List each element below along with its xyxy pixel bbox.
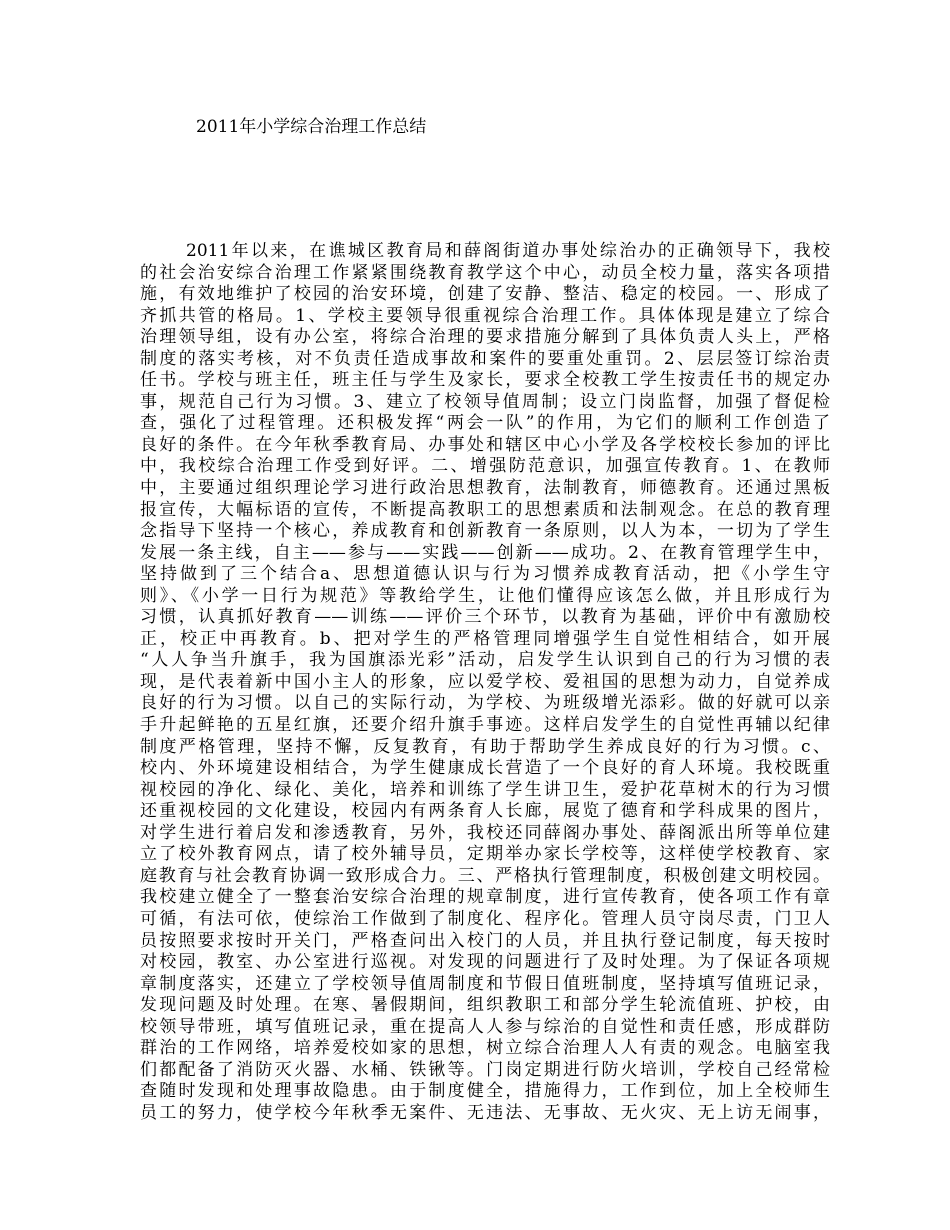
body-line: 可循，有法可依，使综治工作做到了制度化、程序化。管理人员守岗尽责，门卫人	[140, 908, 830, 929]
body-line: 群治的工作网络，培养爱校如家的思想，树立综合治理人人有责的观念。电脑室我	[140, 1038, 830, 1059]
body-line: 们都配备了消防灭火器、水桶、铁锹等。门岗定期进行防火培训，学校自己经常检	[140, 1059, 830, 1080]
body-line: 良好的条件。在今年秋季教育局、办事处和辖区中心小学及各学校校长参加的评比	[140, 434, 830, 455]
body-line: 手升起鲜艳的五星红旗，还要介绍升旗手事迹。这样启发学生的自觉性再辅以纪律	[140, 715, 830, 736]
body-line: 念指导下坚持一个核心，养成教育和创新教育一条原则，以人为本，一切为了学生	[140, 521, 830, 542]
body-line: 的社会治安综合治理工作紧紧围绕教育教学这个中心，动员全校力量，落实各项措	[140, 262, 830, 283]
body-line: 校领导带班，填写值班记录，重在提高人人参与综治的自觉性和责任感，形成群防	[140, 1016, 830, 1037]
body-line: 制度的落实考核，对不负责任造成事故和案件的要重处重罚。2、层层签订综治责	[140, 348, 830, 369]
body-line: 中，我校综合治理工作受到好评。二、增强防范意识，加强宣传教育。1、在教师	[140, 456, 830, 477]
body-line: “人人争当升旗手，我为国旗添光彩”活动，启发学生认识到自己的行为习惯的表	[140, 650, 830, 671]
body-line: 视校园的净化、绿化、美化，培养和训练了学生讲卫生，爱护花草树木的行为习惯	[140, 779, 830, 800]
body-line: 良好的行为习惯。以自己的实际行动，为学校、为班级增光添彩。做的好就可以亲	[140, 693, 830, 714]
body-line: 查，强化了过程管理。还积极发挥“两会一队”的作用，为它们的顺利工作创造了	[140, 413, 830, 434]
body-line: 校内、外环境建设相结合，为学生健康成长营造了一个良好的育人环境。我校既重	[140, 758, 830, 779]
document-title: 2011年小学综合治理工作总结	[196, 117, 427, 137]
body-line: 章制度落实，还建立了学校领导值周制度和节假日值班制度，坚持填写值班记录，	[140, 973, 830, 994]
body-line: 我校建立健全了一整套治安综合治理的规章制度，进行宣传教育，使各项工作有章	[140, 887, 830, 908]
body-line: 庭教育与社会教育协调一致形成合力。三、严格执行管理制度，积极创建文明校园。	[140, 865, 830, 886]
body-line: 查随时发现和处理事故隐患。由于制度健全，措施得力，工作到位，加上全校师生	[140, 1081, 830, 1102]
body-line: 坚持做到了三个结合a、思想道德认识与行为习惯养成教育活动，把《小学生守	[140, 564, 830, 585]
body-line: 发现问题及时处理。在寒、暑假期间，组织教职工和部分学生轮流值班、护校，由	[140, 995, 830, 1016]
body-line: 事，规范自己行为习惯。3、建立了校领导值周制；设立门岗监督，加强了督促检	[140, 391, 830, 412]
body-line: 制度严格管理，坚持不懈，反复教育，有助于帮助学生养成良好的行为习惯。c、	[140, 736, 830, 757]
body-line: 还重视校园的文化建设，校园内有两条育人长廊，展览了德育和学科成果的图片，	[140, 801, 830, 822]
body-line: 员工的努力，使学校今年秋季无案件、无违法、无事故、无火灾、无上访无闹事，	[140, 1102, 830, 1123]
body-line: 施，有效地维护了校园的治安环境，创建了安静、整洁、稳定的校园。一、形成了	[140, 284, 830, 305]
body-line: 发展一条主线，自主——参与——实践——创新——成功。2、在教育管理学生中，	[140, 542, 830, 563]
body-line: 2011年以来，在谯城区教育局和薛阁街道办事处综治办的正确领导下，我校	[186, 241, 830, 261]
body-line: 对校园，教室、办公室进行巡视。对发现的问题进行了及时处理。为了保证各项规	[140, 952, 830, 973]
body-line: 报宣传，大幅标语的宣传，不断提高教职工的思想素质和法制观念。在总的教育理	[140, 499, 830, 520]
body-line: 任书。学校与班主任，班主任与学生及家长，要求全校教工学生按责任书的规定办	[140, 370, 830, 391]
body-line: 对学生进行着启发和渗透教育，另外，我校还同薛阁办事处、薛阁派出所等单位建	[140, 822, 830, 843]
body-line: 正，校正中再教育。b、把对学生的严格管理同增强学生自觉性相结合，如开展	[140, 628, 830, 649]
body-line: 齐抓共管的格局。1、学校主要领导很重视综合治理工作。具体体现是建立了综合	[140, 305, 830, 326]
body-line: 则》、《小学一日行为规范》等教给学生，让他们懂得应该怎么做，并且形成行为	[140, 585, 830, 606]
body-line: 习惯，认真抓好教育——训练——评价三个环节，以教育为基础，评价中有激励校	[140, 607, 830, 628]
body-line: 员按照要求按时开关门，严格查问出入校门的人员，并且执行登记制度，每天按时	[140, 930, 830, 951]
body-line: 治理领导组，设有办公室，将综合治理的要求措施分解到了具体负责人头上，严格	[140, 327, 830, 348]
body-line: 现，是代表着新中国小主人的形象，应以爱学校、爱祖国的思想为动力，自觉养成	[140, 671, 830, 692]
body-line: 中，主要通过组织理论学习进行政治思想教育，法制教育，师德教育。还通过黑板	[140, 478, 830, 499]
body-line: 立了校外教育网点，请了校外辅导员，定期举办家长学校等，这样使学校教育、家	[140, 844, 830, 865]
document-body	[140, 241, 830, 1124]
